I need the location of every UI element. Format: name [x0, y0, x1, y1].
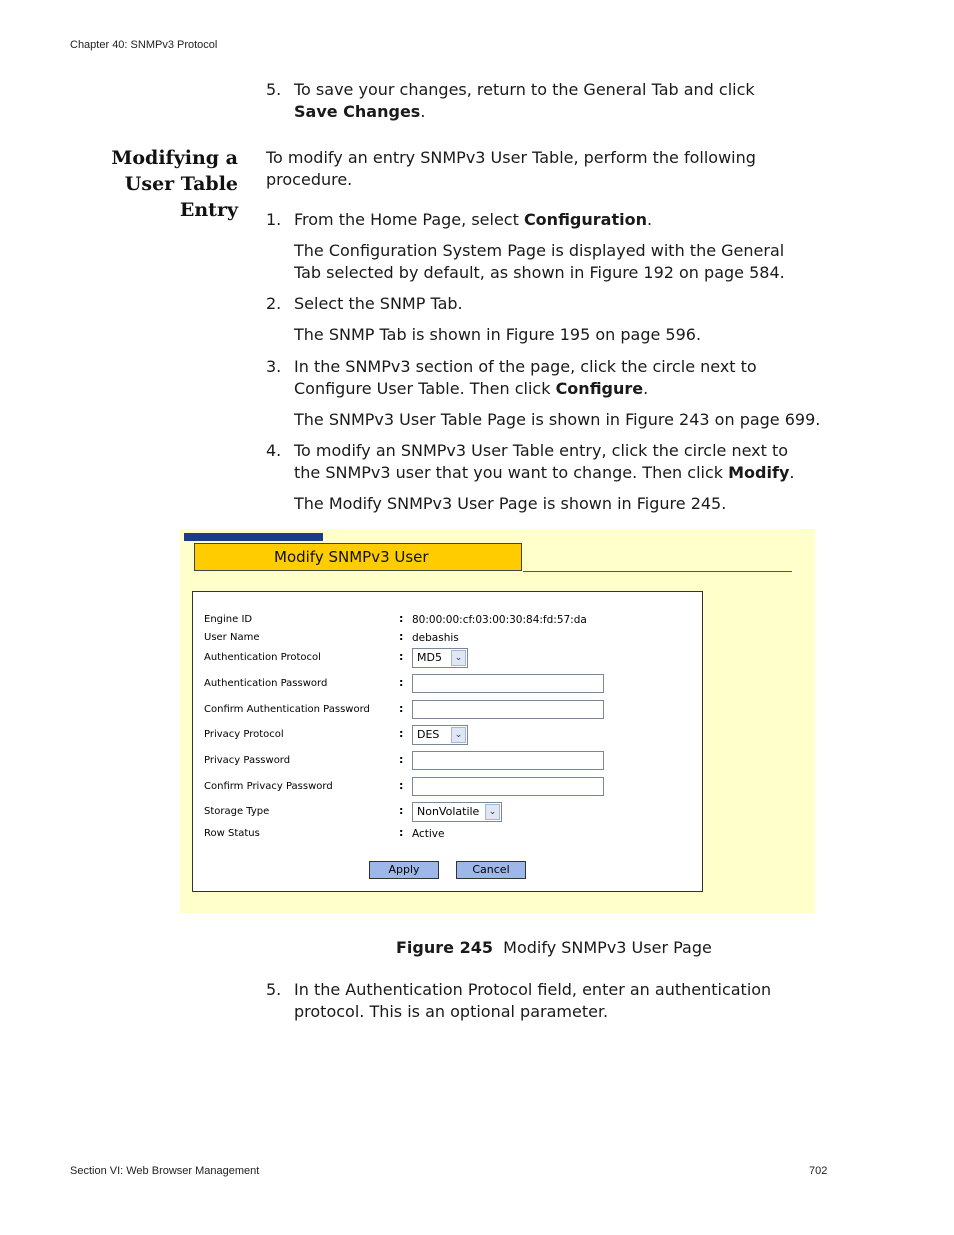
cancel-button[interactable]: Cancel	[456, 861, 526, 879]
step-text: In the Authentication Protocol field, enter an authentication protocol. This is an optional parameter.	[294, 980, 772, 1021]
divider	[523, 571, 792, 572]
confirm-auth-password-field[interactable]	[412, 700, 604, 719]
auth-password-label: Authentication Password	[204, 678, 328, 689]
step-text: To modify an SNMPv3 User Table entry, click the circle next to the SNMPv3 user that you want to change. Then click Modify.	[294, 441, 795, 482]
colon: :	[399, 630, 404, 643]
user-name-label: User Name	[204, 632, 260, 643]
user-name-value: debashis	[412, 632, 459, 644]
step-number: 3.	[266, 357, 282, 376]
step-text: In the SNMPv3 section of the page, click the circle next to Configure User Table. Then click Configure.	[294, 357, 757, 398]
figure-top-bar	[184, 533, 323, 541]
engine-id-value: 80:00:00:cf:03:00:30:84:fd:57:da	[412, 614, 587, 626]
figure-caption: Figure 245 Modify SNMPv3 User Page	[396, 938, 712, 957]
colon: :	[399, 804, 404, 817]
step-text: To save your changes, return to the General Tab and click Save Changes.	[294, 80, 755, 121]
storage-type-label: Storage Type	[204, 806, 270, 817]
colon: :	[399, 612, 404, 625]
colon: :	[399, 753, 404, 766]
step-number: 1.	[266, 210, 282, 229]
intro-paragraph: To modify an entry SNMPv3 User Table, perform the following procedure.	[266, 148, 756, 189]
colon: :	[399, 779, 404, 792]
colon: :	[399, 826, 404, 839]
storage-type-select[interactable]: NonVolatile ⌄	[412, 802, 502, 822]
running-footer: Section VI: Web Browser Management	[70, 1165, 260, 1177]
privacy-protocol-label: Privacy Protocol	[204, 729, 284, 740]
step-note: The SNMP Tab is shown in Figure 195 on page 596.	[294, 325, 702, 344]
step-note: The Modify SNMPv3 User Page is shown in Figure 245.	[294, 494, 727, 513]
auth-password-field[interactable]	[412, 674, 604, 693]
auth-protocol-select[interactable]: MD5 ⌄	[412, 648, 468, 668]
privacy-password-label: Privacy Password	[204, 755, 291, 766]
privacy-protocol-select[interactable]: DES ⌄	[412, 725, 468, 745]
confirm-privacy-password-label: Confirm Privacy Password	[204, 781, 333, 792]
colon: :	[399, 650, 404, 663]
step-number: 5.	[266, 980, 282, 999]
privacy-password-field[interactable]	[412, 751, 604, 770]
running-header: Chapter 40: SNMPv3 Protocol	[70, 39, 218, 51]
auth-protocol-label: Authentication Protocol	[204, 652, 321, 663]
row-status-label: Row Status	[204, 828, 260, 839]
step-number: 2.	[266, 294, 282, 313]
step-text: From the Home Page, select Configuration.	[294, 210, 653, 229]
colon: :	[399, 702, 404, 715]
chevron-down-icon[interactable]: ⌄	[451, 650, 466, 666]
step-number: 4.	[266, 441, 282, 460]
step-text: Select the SNMP Tab.	[294, 294, 463, 313]
apply-button[interactable]: Apply	[369, 861, 439, 879]
confirm-auth-password-label: Confirm Authentication Password	[204, 704, 370, 715]
colon: :	[399, 727, 404, 740]
step-note: The SNMPv3 User Table Page is shown in Figure 243 on page 699.	[294, 410, 821, 429]
confirm-privacy-password-field[interactable]	[412, 777, 604, 796]
colon: :	[399, 676, 404, 689]
chevron-down-icon[interactable]: ⌄	[485, 804, 500, 820]
row-status-value: Active	[412, 828, 445, 840]
step-note: The Configuration System Page is displayed with the General Tab selected by default, as shown in Figure 192 on page 584.	[294, 241, 785, 282]
chevron-down-icon[interactable]: ⌄	[451, 727, 466, 743]
engine-id-label: Engine ID	[204, 614, 253, 625]
section-heading: Modifying a User Table Entry	[111, 147, 238, 221]
page-number: 702	[809, 1165, 828, 1177]
page-title-tab: Modify SNMPv3 User	[194, 543, 522, 571]
step-number: 5.	[266, 80, 282, 99]
